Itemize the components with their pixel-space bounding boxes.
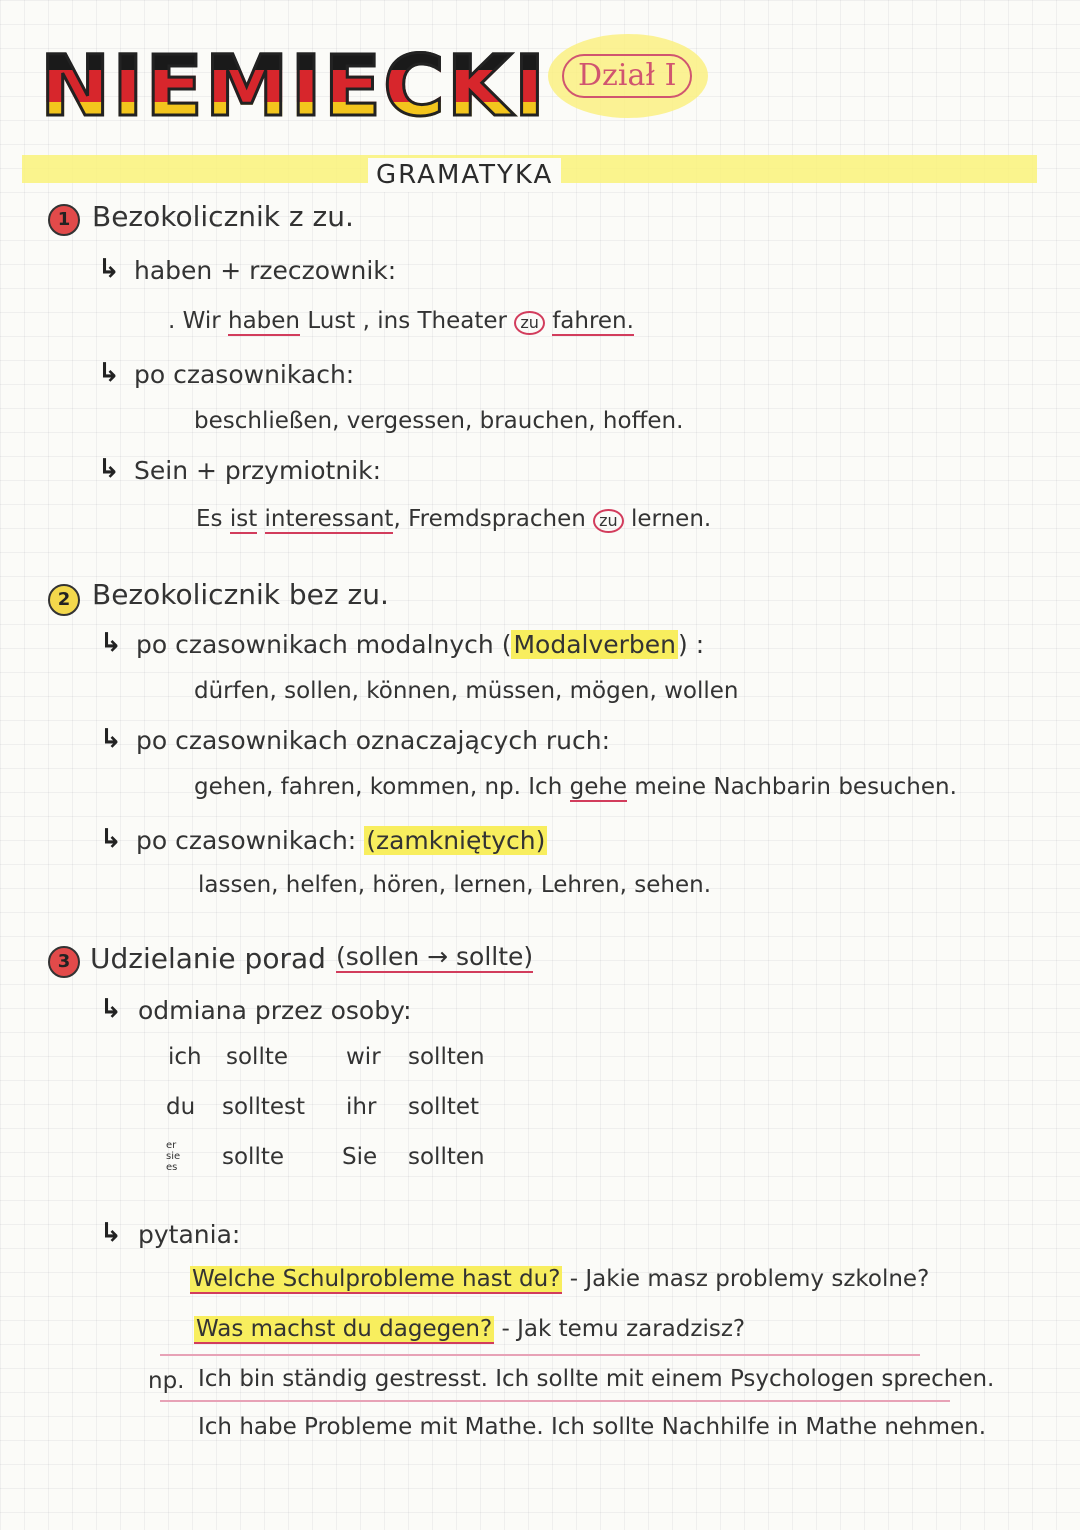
section-number-badge: 1	[48, 204, 80, 236]
arrow-icon: ↳	[100, 1218, 122, 1248]
example-sentence	[194, 774, 957, 800]
arrow-icon: ↳	[100, 724, 122, 754]
polish-translation: - Jak temu zaradzisz?	[494, 1316, 746, 1342]
german-question: Was machst du dagegen?	[196, 1316, 493, 1342]
section-heading: Udzielanie porad	[90, 942, 326, 975]
conj-pronoun: Sie	[342, 1144, 378, 1170]
arrow-icon: ↳	[100, 994, 122, 1024]
text: po czasownikach modalnych (	[136, 630, 512, 659]
rule-label: haben + rzeczownik:	[134, 256, 397, 285]
conj-pronoun: wir	[346, 1044, 381, 1070]
text: gehen, fahren, kommen, np. Ich	[194, 774, 570, 800]
rule-label: po czasownikach:	[134, 360, 355, 389]
page-title: NIEMIECKI	[40, 37, 548, 135]
example-sentence	[168, 308, 634, 335]
text	[257, 506, 264, 532]
verb-list: beschließen, vergessen, brauchen, hoffen.	[194, 408, 684, 434]
conj-pronoun: du	[166, 1094, 196, 1120]
section-number-badge: 2	[48, 584, 80, 616]
rule-label: pytania:	[138, 1220, 241, 1249]
example-sentence	[196, 506, 711, 533]
rule-label: odmiana przez osoby:	[138, 996, 412, 1025]
conj-form: sollte	[226, 1044, 289, 1070]
rule-label: Sein + przymiotnik:	[134, 456, 382, 485]
text: po czasownikach:	[136, 826, 365, 855]
text: lernen.	[623, 506, 712, 532]
conj-form: solltest	[222, 1094, 306, 1120]
text: . Wir	[168, 308, 229, 334]
zu-circle: zu	[514, 311, 545, 335]
text: Es	[196, 506, 230, 532]
question-line	[190, 1266, 929, 1292]
text: meine Nachbarin besuchen.	[627, 774, 957, 800]
section-heading: Bezokolicznik bez zu.	[92, 578, 389, 611]
section-number-badge: 3	[48, 946, 80, 978]
conj-form: sollten	[408, 1144, 485, 1170]
highlighted-adjective: interessant	[264, 506, 394, 532]
arrow-icon: ↳	[98, 358, 120, 388]
polish-translation: - Jakie masz problemy szkolne?	[562, 1266, 930, 1292]
text: ) :	[678, 630, 705, 659]
highlighted-term: (zamkniętych)	[366, 826, 546, 855]
verb-list: lassen, helfen, hören, lernen, Lehren, sehen.	[198, 872, 712, 898]
conj-form: sollte	[222, 1144, 285, 1170]
rule-label: po czasownikach oznaczających ruch:	[136, 726, 610, 755]
section-heading-note	[336, 942, 533, 971]
divider	[160, 1400, 950, 1402]
question-line	[194, 1316, 745, 1342]
conj-pronoun: er sie es	[166, 1140, 181, 1173]
arrow-icon: ↳	[100, 628, 122, 658]
rule-label	[136, 630, 704, 659]
highlighted-verb: gehe	[569, 774, 628, 800]
highlighted-verb: ist	[229, 506, 258, 532]
arrow-icon: ↳	[98, 454, 120, 484]
text: Lust , ins Theater	[300, 308, 515, 334]
verb-list: dürfen, sollen, können, müssen, mögen, wollen	[194, 678, 739, 704]
conj-pronoun: ihr	[346, 1094, 377, 1120]
rule-label	[136, 826, 547, 855]
arrow-icon: ↳	[98, 254, 120, 284]
conj-pronoun: ich	[168, 1044, 202, 1070]
highlighted-verb: haben	[228, 308, 301, 334]
note-text: (sollen → sollte)	[336, 942, 534, 971]
zu-circle: zu	[593, 509, 624, 533]
section-tag: Dział I	[562, 54, 692, 98]
text: , Fremdsprachen	[393, 506, 594, 532]
example-sentence: Ich habe Probleme mit Mathe. Ich sollte Nachhilfe in Mathe nehmen.	[198, 1414, 987, 1440]
example-sentence: Ich bin ständig gestresst. Ich sollte mit einem Psychologen sprechen.	[198, 1366, 995, 1392]
conj-form: solltet	[408, 1094, 480, 1120]
section-heading: Bezokolicznik z zu.	[92, 200, 354, 233]
example-label: np.	[148, 1368, 185, 1394]
german-question: Welche Schulprobleme hast du?	[192, 1266, 561, 1292]
highlighted-term: Modalverben	[513, 630, 677, 659]
divider	[160, 1354, 920, 1356]
conj-form: sollten	[408, 1044, 485, 1070]
arrow-icon: ↳	[100, 824, 122, 854]
highlighted-verb: fahren.	[552, 308, 634, 334]
section-header: GRAMATYKA	[368, 158, 561, 192]
